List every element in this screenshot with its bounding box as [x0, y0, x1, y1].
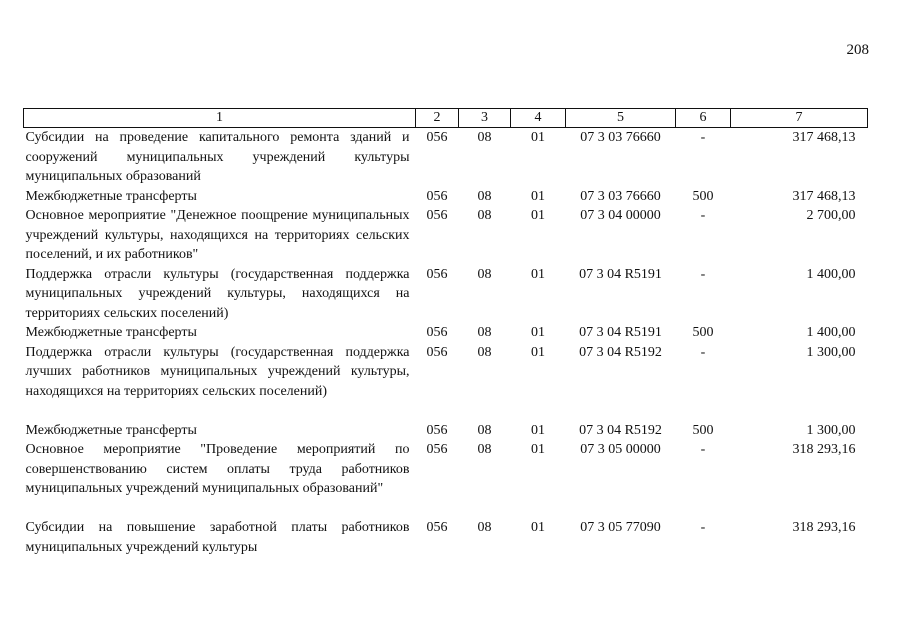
row-code-section: 08 [477, 442, 492, 457]
row-code-expense-type: - [700, 520, 706, 535]
header-col-3: 3 [459, 109, 511, 128]
row-code-expense-type: - [700, 344, 706, 360]
row-amount: 1 300,00 [806, 344, 856, 360]
row-code-expense-type: - [700, 266, 706, 282]
table-row [24, 440, 868, 518]
row-code-section: 08 [477, 344, 492, 360]
row-code-target: 07 3 03 76660 [580, 130, 661, 145]
row-code-section: 08 [477, 520, 492, 535]
table-row [24, 421, 868, 441]
row-code-ministry: 056 [426, 442, 448, 457]
table-row [24, 265, 868, 324]
header-col-6: 6 [676, 109, 731, 128]
row-code-ministry: 056 [426, 266, 448, 282]
row-code-subsection: 01 [531, 422, 545, 438]
header-col-4: 4 [511, 109, 566, 128]
row-code-expense-type: 500 [692, 188, 714, 204]
table-row [24, 343, 868, 421]
table-row [24, 518, 868, 557]
row-code-expense-type: 500 [692, 325, 714, 340]
row-code-section: 08 [477, 208, 492, 223]
row-amount: 1 300,00 [806, 422, 856, 438]
row-description: Межбюджетные трансферты [25, 422, 197, 438]
header-col-1: 1 [24, 109, 416, 128]
row-description: Поддержка отрасли культуры (государственная поддержка лучших работников муниципальных учреждений культуры, находящихся на территориях сельских поселений) [25, 344, 410, 399]
row-code-target: 07 3 04 R5192 [579, 344, 662, 360]
row-code-target: 07 3 04 R5191 [579, 325, 662, 340]
header-col-5: 5 [566, 109, 676, 128]
row-code-ministry: 056 [426, 130, 448, 145]
row-description: Межбюджетные трансферты [25, 188, 197, 204]
row-code-subsection: 01 [531, 520, 545, 535]
table-header-row [24, 109, 868, 128]
row-code-expense-type: - [700, 442, 706, 457]
row-code-target: 07 3 05 77090 [580, 520, 661, 535]
page-number: 208 [846, 42, 869, 58]
row-code-ministry: 056 [426, 208, 448, 223]
row-code-subsection: 01 [531, 325, 545, 340]
row-code-target: 07 3 03 76660 [580, 188, 661, 204]
row-code-section: 08 [477, 422, 492, 438]
row-code-section: 08 [477, 188, 492, 204]
row-description: Основное мероприятие "Проведение мероприятий по совершенствованию систем оплаты труда работников муниципальных учреждений муниципальных образований" [25, 442, 410, 496]
table-row [24, 206, 868, 265]
table-row [24, 187, 868, 207]
table-row [24, 323, 868, 343]
row-code-ministry: 056 [426, 188, 448, 204]
row-code-section: 08 [477, 325, 492, 340]
row-code-subsection: 01 [531, 208, 545, 223]
row-amount: 2 700,00 [806, 208, 856, 223]
row-description: Субсидии на повышение заработной платы работников муниципальных учреждений культуры [25, 520, 410, 555]
header-col-2: 2 [416, 109, 459, 128]
row-code-ministry: 056 [426, 422, 448, 438]
row-code-section: 08 [477, 266, 492, 282]
row-code-subsection: 01 [531, 442, 545, 457]
row-code-subsection: 01 [531, 130, 545, 145]
row-code-subsection: 01 [531, 188, 545, 204]
row-amount: 318 293,16 [792, 520, 856, 535]
row-code-expense-type: - [700, 130, 706, 145]
row-amount: 317 468,13 [792, 188, 856, 204]
row-description: Поддержка отрасли культуры (государственная поддержка муниципальных учреждений культуры, находящихся на территориях сельских поселений) [25, 266, 410, 321]
row-code-target: 07 3 04 R5192 [579, 422, 662, 438]
table-row [24, 128, 868, 187]
budget-table [23, 108, 868, 557]
row-code-subsection: 01 [531, 266, 545, 282]
row-amount: 317 468,13 [792, 130, 856, 145]
row-code-section: 08 [477, 130, 492, 145]
header-col-7: 7 [731, 109, 868, 128]
row-description: Межбюджетные трансферты [25, 325, 197, 340]
row-code-target: 07 3 04 00000 [580, 208, 661, 223]
row-code-ministry: 056 [426, 344, 448, 360]
row-code-ministry: 056 [426, 520, 448, 535]
row-description: Субсидии на проведение капитального ремонта зданий и сооружений муниципальных учреждений культуры муниципальных образований [25, 130, 410, 184]
row-amount: 318 293,16 [792, 442, 856, 457]
row-code-expense-type: - [700, 208, 706, 223]
row-code-ministry: 056 [426, 325, 448, 340]
row-description: Основное мероприятие "Денежное поощрение муниципальных учреждений культуры, находящихся на территориях сельских поселений, и их работников" [25, 208, 410, 262]
budget-table-container [23, 108, 867, 557]
row-code-target: 07 3 05 00000 [580, 442, 661, 457]
row-code-subsection: 01 [531, 344, 545, 360]
row-code-expense-type: 500 [692, 422, 714, 438]
row-code-target: 07 3 04 R5191 [579, 266, 662, 282]
row-amount: 1 400,00 [806, 266, 856, 282]
row-amount: 1 400,00 [806, 325, 856, 340]
